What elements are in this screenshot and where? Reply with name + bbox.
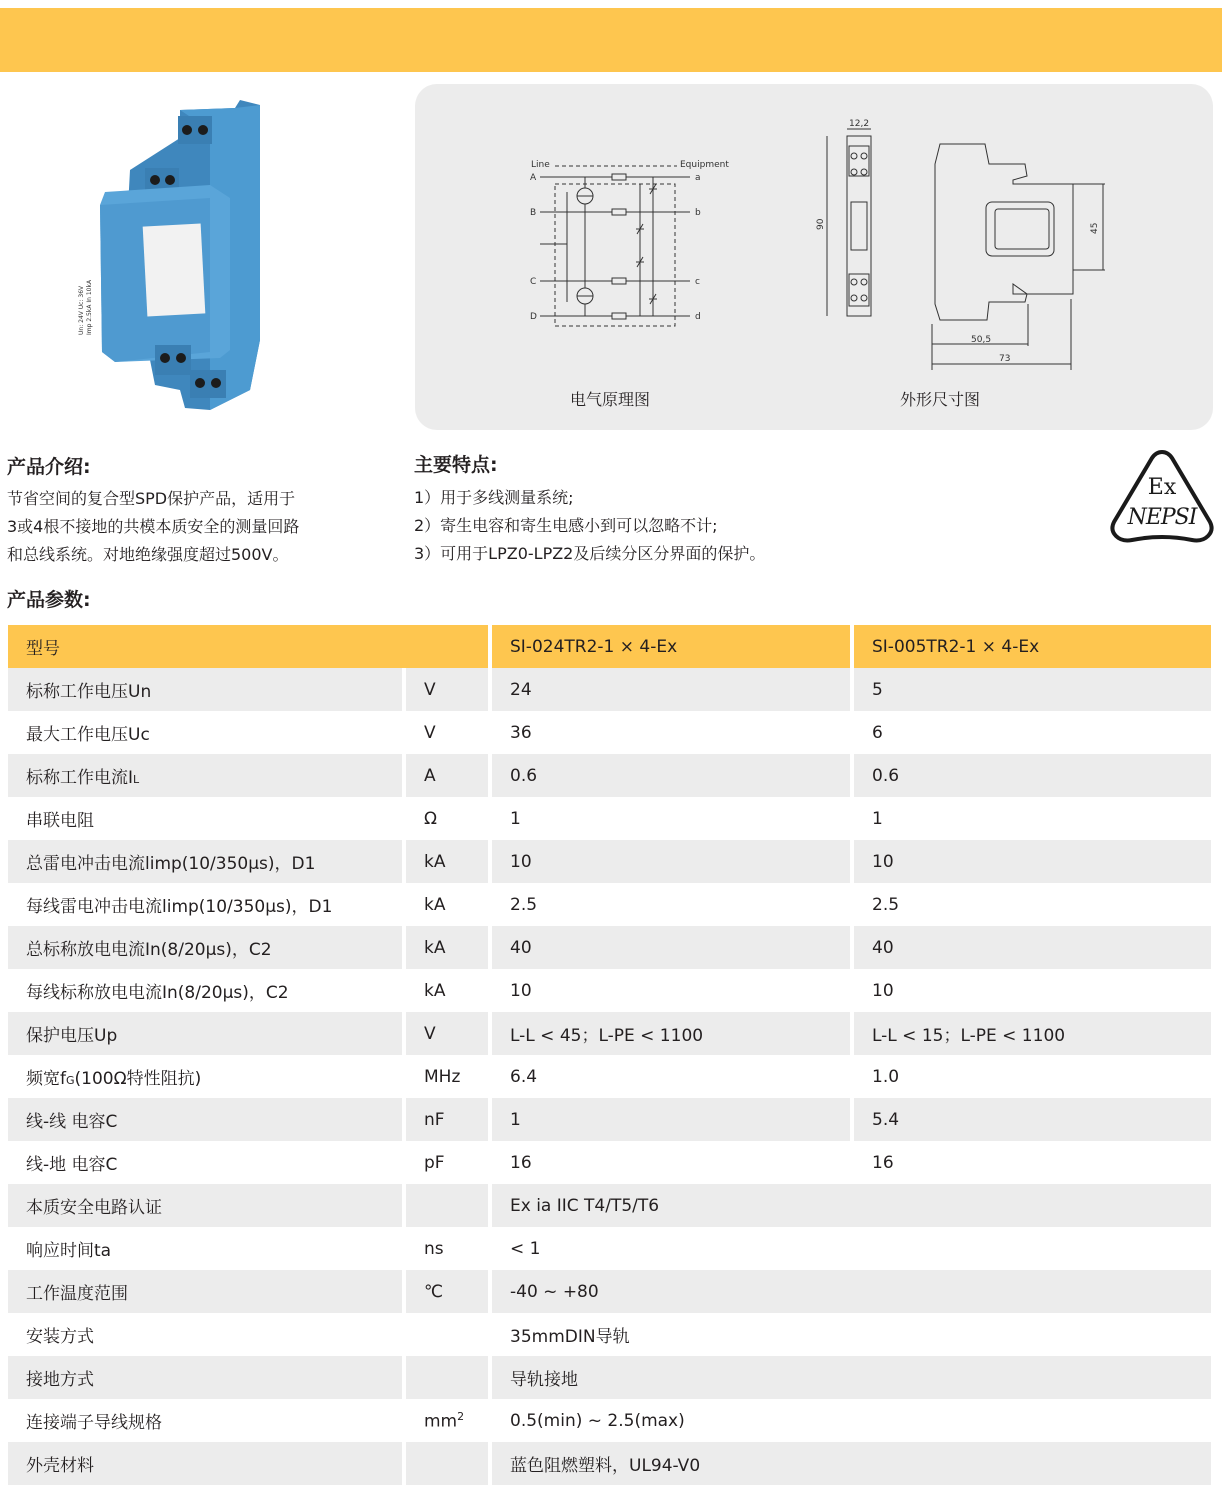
- feature-item: 3）可用于LPZ0-LPZ2及后续分区分界面的保护。: [414, 544, 766, 563]
- spec-table: [8, 625, 1211, 1485]
- svg-text:Ex: Ex: [1147, 475, 1177, 500]
- param-value-shared: 35mmDIN导轨: [490, 1313, 1211, 1356]
- param-unit: kA: [404, 969, 490, 1012]
- table-row: [8, 840, 1211, 883]
- param-name: 频宽fG(100Ω特性阻抗): [8, 1055, 404, 1098]
- param-value-shared: 蓝色阻燃塑料，UL94-V0: [490, 1442, 1211, 1485]
- param-value-model-1: 10: [490, 969, 852, 1012]
- param-name: 工作温度范围: [8, 1270, 404, 1313]
- table-row: [8, 668, 1211, 711]
- svg-text:B: B: [530, 208, 537, 218]
- param-value-model-2: 5.4: [852, 1098, 1211, 1141]
- param-name: 标称工作电压Un: [8, 668, 404, 711]
- params-heading: 产品参数:: [7, 589, 91, 611]
- svg-text:Un: 24V Uc: 36V: Un: 24V Uc: 36V: [78, 285, 85, 335]
- features-list: [414, 484, 765, 568]
- table-row: [8, 797, 1211, 840]
- table-row: [8, 1356, 1211, 1399]
- param-value-model-1: 10: [490, 840, 852, 883]
- intro-heading: 产品介绍:: [7, 456, 91, 478]
- header-model-2: SI-005TR2-1 × 4-Ex: [852, 625, 1211, 668]
- table-row: [8, 711, 1211, 754]
- param-unit: V: [404, 1012, 490, 1055]
- svg-text:D: D: [530, 312, 537, 322]
- param-value-shared: Ex ia IIC T4/T5/T6: [490, 1184, 1211, 1227]
- param-value-model-1: 2.5: [490, 883, 852, 926]
- param-unit: A: [404, 754, 490, 797]
- param-unit: pF: [404, 1141, 490, 1184]
- svg-text:A: A: [530, 173, 537, 183]
- param-unit: [404, 1356, 490, 1399]
- param-value-shared: -40 ~ +80: [490, 1270, 1211, 1313]
- svg-text:50,5: 50,5: [971, 335, 992, 345]
- param-name: 最大工作电压Uc: [8, 711, 404, 754]
- svg-text:73: 73: [999, 354, 1011, 364]
- param-value-model-2: 10: [852, 840, 1211, 883]
- features-heading: 主要特点:: [414, 454, 498, 476]
- svg-text:Equipment: Equipment: [680, 160, 729, 170]
- param-unit: $mm^2$: [404, 1399, 490, 1442]
- svg-text:12,2: 12,2: [849, 119, 870, 129]
- dimension-caption: 外形尺寸图: [900, 390, 981, 409]
- table-row: [8, 1184, 1211, 1227]
- svg-text:C: C: [530, 277, 537, 287]
- table-row: [8, 1227, 1211, 1270]
- param-name: 本质安全电路认证: [8, 1184, 404, 1227]
- param-value-model-1: 16: [490, 1141, 852, 1184]
- param-value-model-1: 40: [490, 926, 852, 969]
- table-row: [8, 1442, 1211, 1485]
- table-row: [8, 1055, 1211, 1098]
- param-value-model-2: 0.6: [852, 754, 1211, 797]
- intro-text: 节省空间的复合型SPD保护产品，适用于 3或4根不接地的共模本质安全的测量回路 和总线系统。对地绝缘强度超过500V。: [7, 489, 300, 564]
- param-unit: kA: [404, 883, 490, 926]
- param-name: 连接端子导线规格: [8, 1399, 404, 1442]
- param-name: 响应时间ta: [8, 1227, 404, 1270]
- table-row: [8, 1012, 1211, 1055]
- param-name: 每线雷电冲击电流limp(10/350μs)，D1: [8, 883, 404, 926]
- param-name: 线-地 电容C: [8, 1141, 404, 1184]
- param-value-model-2: 5: [852, 668, 1211, 711]
- param-value-model-2: 2.5: [852, 883, 1211, 926]
- param-unit: V: [404, 668, 490, 711]
- param-value-model-1: 6.4: [490, 1055, 852, 1098]
- svg-text:90: 90: [816, 218, 826, 230]
- schematic-and-dimension-drawing: [415, 84, 1213, 430]
- param-name: 串联电阻: [8, 797, 404, 840]
- param-value-shared: < 1: [490, 1227, 1211, 1270]
- schematic-caption: 电气原理图: [570, 390, 651, 409]
- param-unit: ns: [404, 1227, 490, 1270]
- param-unit: [404, 1442, 490, 1485]
- feature-item: 2）寄生电容和寄生电感小到可以忽略不计;: [414, 516, 718, 535]
- svg-text:Line: Line: [531, 160, 550, 170]
- header-model-label: 型号: [8, 625, 490, 668]
- param-unit: nF: [404, 1098, 490, 1141]
- table-row: [8, 1098, 1211, 1141]
- feature-item: 1）用于多线测量系统;: [414, 488, 574, 507]
- param-name: 安装方式: [8, 1313, 404, 1356]
- table-row: [8, 926, 1211, 969]
- table-row: [8, 969, 1211, 1012]
- svg-text:c: c: [695, 277, 700, 287]
- param-value-model-2: L-L < 15；L-PE < 1100: [852, 1012, 1211, 1055]
- param-value-model-1: 1: [490, 1098, 852, 1141]
- table-header-row: [8, 625, 1211, 668]
- param-unit: MHz: [404, 1055, 490, 1098]
- param-value-shared: 导轨接地: [490, 1356, 1211, 1399]
- param-name: 总雷电冲击电流limp(10/350μs)，D1: [8, 840, 404, 883]
- param-value-model-2: 1: [852, 797, 1211, 840]
- table-row: [8, 1270, 1211, 1313]
- svg-text:45: 45: [1090, 222, 1100, 234]
- param-value-model-1: 36: [490, 711, 852, 754]
- param-unit: Ω: [404, 797, 490, 840]
- param-name: 外壳材料: [8, 1442, 404, 1485]
- param-value-model-2: 1.0: [852, 1055, 1211, 1098]
- param-name: 保护电压Up: [8, 1012, 404, 1055]
- table-row: [8, 1399, 1211, 1442]
- svg-text:d: d: [695, 312, 701, 322]
- param-value-model-1: 24: [490, 668, 852, 711]
- product-photo: [60, 90, 340, 420]
- table-row: [8, 1313, 1211, 1356]
- table-row: [8, 754, 1211, 797]
- param-unit: [404, 1313, 490, 1356]
- table-row: [8, 1141, 1211, 1184]
- svg-text:Imp 2.5kA In 10kA: Imp 2.5kA In 10kA: [86, 279, 93, 335]
- param-value-model-1: 1: [490, 797, 852, 840]
- param-value-shared: 0.5(min) ~ 2.5(max): [490, 1399, 1211, 1442]
- param-unit: [404, 1184, 490, 1227]
- param-value-model-2: 10: [852, 969, 1211, 1012]
- param-value-model-2: 6: [852, 711, 1211, 754]
- param-unit: ℃: [404, 1270, 490, 1313]
- param-unit: kA: [404, 926, 490, 969]
- param-value-model-2: 40: [852, 926, 1211, 969]
- param-unit: V: [404, 711, 490, 754]
- header-band: [0, 8, 1222, 72]
- param-unit: kA: [404, 840, 490, 883]
- param-value-model-1: L-L < 45；L-PE < 1100: [490, 1012, 852, 1055]
- svg-text:b: b: [695, 208, 701, 218]
- table-row: [8, 883, 1211, 926]
- param-name: 每线标称放电电流In(8/20μs)，C2: [8, 969, 404, 1012]
- param-name: 线-线 电容C: [8, 1098, 404, 1141]
- param-name: 标称工作电流IL: [8, 754, 404, 797]
- svg-text:NEPSI: NEPSI: [1127, 505, 1197, 530]
- param-value-model-2: 16: [852, 1141, 1211, 1184]
- svg-text:a: a: [695, 173, 701, 183]
- header-model-1: SI-024TR2-1 × 4-Ex: [490, 625, 852, 668]
- param-name: 总标称放电电流In(8/20μs)，C2: [8, 926, 404, 969]
- ex-nepsi-certification-logo: [1108, 448, 1216, 548]
- param-value-model-1: 0.6: [490, 754, 852, 797]
- diagram-panel: [415, 84, 1213, 430]
- param-name: 接地方式: [8, 1356, 404, 1399]
